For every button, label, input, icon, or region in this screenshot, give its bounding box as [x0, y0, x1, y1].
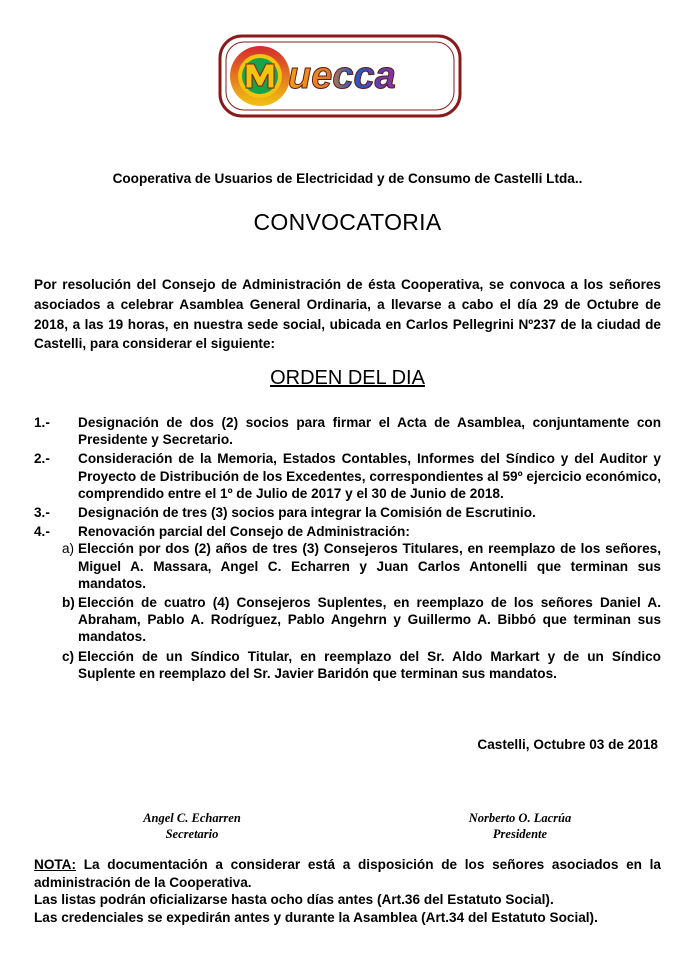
agenda-subitem-a: [34, 540, 661, 592]
agenda-item-number: 3.-: [34, 505, 50, 521]
agenda-subitem-text: Elección de un Síndico Titular, en reemplazo del Sr. Aldo Markart y de un Síndico Suplente en reemplazo del Sr. Javier Baridón que terminan sus mandatos.: [78, 648, 661, 681]
agenda-item-3: [34, 504, 661, 521]
signature-role: Presidente: [492, 827, 548, 841]
agenda-subitem-text: Elección de cuatro (4) Consejeros Suplentes, en reemplazo de los señores Daniel A. Abraham, Pablo A. Rodríguez, Pablo Angehrn y Guillermo A. Bibbó que terminan sus mandatos.: [78, 595, 661, 645]
agenda-subitem-b: [34, 594, 661, 646]
agenda-item-text: Designación de tres (3) socios para integrar la Comisión de Escrutinio.: [78, 505, 536, 521]
signature-presidente: [410, 810, 630, 842]
document-title: CONVOCATORIA: [253, 209, 442, 235]
agenda-subitem-letter: a): [62, 541, 75, 557]
nota-paragraph-3: Las credenciales se expedirán antes y durante la Asamblea (Art.34 del Estatuto Social).: [34, 909, 598, 925]
intro-paragraph: Por resolución del Consejo de Administración de ésta Cooperativa, se convoca a los señores asociados a celebrar Asamblea General Ordinaria, a llevarse a cabo el día 29 de Octubre de 2018, a las 19 horas, en nuestra sede social, ubicada en Carlos Pellegrini Nº237 de la ciudad de Castelli, para considerar el siguiente:: [34, 277, 661, 352]
nota-section: [34, 856, 661, 926]
agenda-subitem-letter: c): [62, 648, 75, 664]
agenda-item-text: Designación de dos (2) socios para firmar el Acta de Asamblea, conjuntamente con Presidente y Secretario.: [78, 415, 661, 448]
agenda-item-text: Renovación parcial del Consejo de Administración:: [78, 524, 410, 540]
agenda-subitem-text: Elección por dos (2) años de tres (3) Consejeros Titulares, en reemplazo de los señores, Miguel A. Massara, Angel C. Echarren y Juan Carlos Antonelli que terminan sus mandatos.: [78, 541, 661, 591]
nota-paragraph-1: [34, 856, 661, 891]
agenda-item-2: [34, 450, 661, 502]
agenda-item-number: 1.-: [34, 415, 50, 430]
cooperative-logo: [218, 34, 462, 118]
signature-role: Secretario: [165, 827, 219, 841]
nota-paragraph-2: Las listas podrán oficializarse hasta ocho días antes (Art.36 del Estatuto Social).: [34, 892, 554, 908]
agenda-subitem-letter: b): [62, 595, 75, 611]
nota-text-1: La documentación a considerar está a disposición de los señores asociados en la administración de la Cooperativa.: [34, 857, 661, 890]
agenda-item-4: [34, 523, 661, 540]
cooperative-logo-graphic: [218, 34, 462, 118]
agenda-item-1: [34, 414, 661, 448]
agenda-subitem-c: [34, 648, 661, 682]
agenda-item-text: Consideración de la Memoria, Estados Contables, Informes del Síndico y del Auditor y Proyecto de Distribución de los Excedentes, correspondientes al 59º ejercicio económico, comprendido entre el 1º de Julio de 2017 y el 30 de Junio de 2018.: [78, 451, 661, 501]
agenda-item-number: 2.-: [34, 451, 50, 467]
signature-name: Norberto O. Lacrúa: [468, 811, 572, 825]
orden-del-dia-heading: ORDEN DEL DIA: [270, 367, 425, 389]
document-date: Castelli, Octubre 03 de 2018: [477, 737, 658, 752]
signature-secretario: [82, 810, 302, 842]
logo-wordmark: uecca: [288, 55, 396, 97]
agenda-list: [34, 414, 661, 682]
signature-name: Angel C. Echarren: [143, 811, 241, 825]
cooperative-name: Cooperativa de Usuarios de Electricidad y de Consumo de Castelli Ltda..: [112, 171, 583, 186]
agenda-item-number: 4.-: [34, 524, 50, 540]
nota-label: NOTA:: [34, 857, 77, 872]
